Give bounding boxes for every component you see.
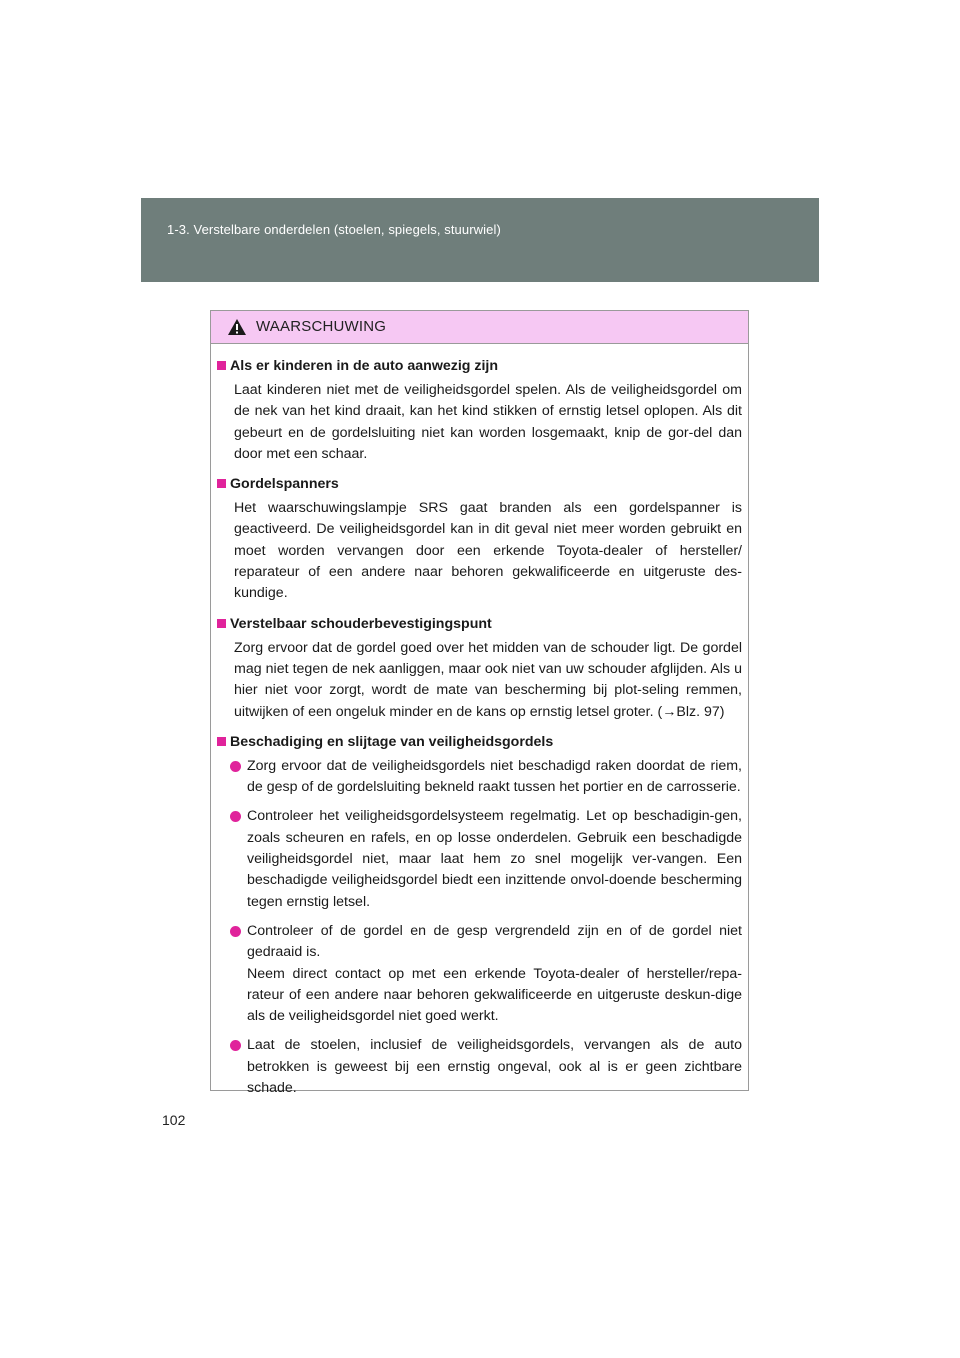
round-bullet-icon — [230, 761, 241, 772]
list-item — [230, 921, 742, 1027]
section-text: Laat kinderen niet met de veiligheidsgordel spelen. Als de veiligheidsgordel om de nek van het kind draait, kan het kind stikken of ernstig letsel oplopen. Als dit gebeurt en de gordelsluiting niet kan worden losgemaakt, knip de gor-del dan door met een schaar. — [234, 382, 742, 462]
round-bullet-icon — [230, 1040, 241, 1051]
list-item — [230, 756, 742, 799]
section-title-text: Als er kinderen in de auto aanwezig zijn — [230, 358, 499, 374]
warning-content — [211, 344, 748, 1099]
round-bullet-icon — [230, 926, 241, 937]
square-bullet-icon — [217, 361, 226, 370]
list-item-text: Controleer of de gordel en de gesp vergrendeld zijn en of de gordel niet gedraaid is. Neem direct contact op met een erkende Toyota-dealer of hersteller/repa-rateur of een andere naar behoren gekwalificeerde en uitgeruste deskun-dige als de veiligheidsgordel niet goed werkt. — [247, 922, 742, 1025]
section-title-text: Beschadiging en slijtage van veiligheidsgordels — [230, 733, 554, 750]
section-title — [217, 614, 742, 634]
list-item — [230, 1035, 742, 1099]
chapter-title: 1-3. Verstelbare onderdelen (stoelen, spiegels, stuurwiel) — [167, 222, 501, 237]
square-bullet-icon — [217, 479, 226, 488]
list-item-text: Controleer het veiligheidsgordelsysteem regelmatig. Let op beschadigin-gen, zoals scheuren en rafels, en op losse onderdelen. Gebruik een beschadigde veiligheidsgordel niet, maar laat hem zo snel mogelijk ver-vangen. Een beschadigde veiligheidsgordel biedt een inzittende onvol-doende bescherming tegen ernstig letsel. — [247, 808, 742, 910]
section-title — [217, 474, 742, 494]
section-title — [217, 732, 742, 752]
round-bullet-icon — [230, 811, 241, 822]
list-item-text: Zorg ervoor dat de veiligheidsgordels niet beschadigd raken doordat de riem, de gesp of de gordelsluiting bekneld raakt tussen het portier en de carrosserie. — [247, 757, 742, 796]
square-bullet-icon — [217, 619, 226, 628]
chapter-header — [141, 198, 819, 282]
list-item — [230, 806, 742, 912]
section-text: Zorg ervoor dat de gordel goed over het midden van de schouder ligt. De gordel mag niet tegen de nek aanliggen, maar ook niet van uw schouder afglijden. Als u hier niet voor zorgt, wordt de mate van bescherming bij plot-seling remmen, uitwijken of een ongeluk minder en de kans op ernstig letsel groter. (→Blz. 97) — [234, 639, 742, 720]
warning-header — [211, 311, 748, 344]
warning-title: WAARSCHUWING — [256, 318, 387, 335]
section-title-text: Gordelspanners — [230, 476, 339, 493]
list-item-text: Laat de stoelen, inclusief de veiligheidsgordels, vervangen als de auto betrokken is geweest bij een ernstig ongeval, ook al is er geen zichtbare schade. — [247, 1037, 742, 1097]
warning-triangle-icon — [227, 318, 247, 336]
page-number: 102 — [162, 1112, 186, 1128]
section-text: Het waarschuwingslampje SRS gaat branden als een gordelspanner is geactiveerd. De veiligheidsgordel kan in dit geval niet meer worden gebruikt en moet worden vervangen door een erkende Toyota-dealer of hersteller/ reparateur of een andere naar behoren gekwalificeerde en uitgeruste des-kundige. — [234, 500, 742, 602]
warning-box — [210, 310, 749, 1097]
square-bullet-icon — [217, 737, 226, 746]
section-title — [217, 356, 742, 376]
section-title-text: Verstelbaar schouderbevestigingspunt — [230, 615, 492, 632]
